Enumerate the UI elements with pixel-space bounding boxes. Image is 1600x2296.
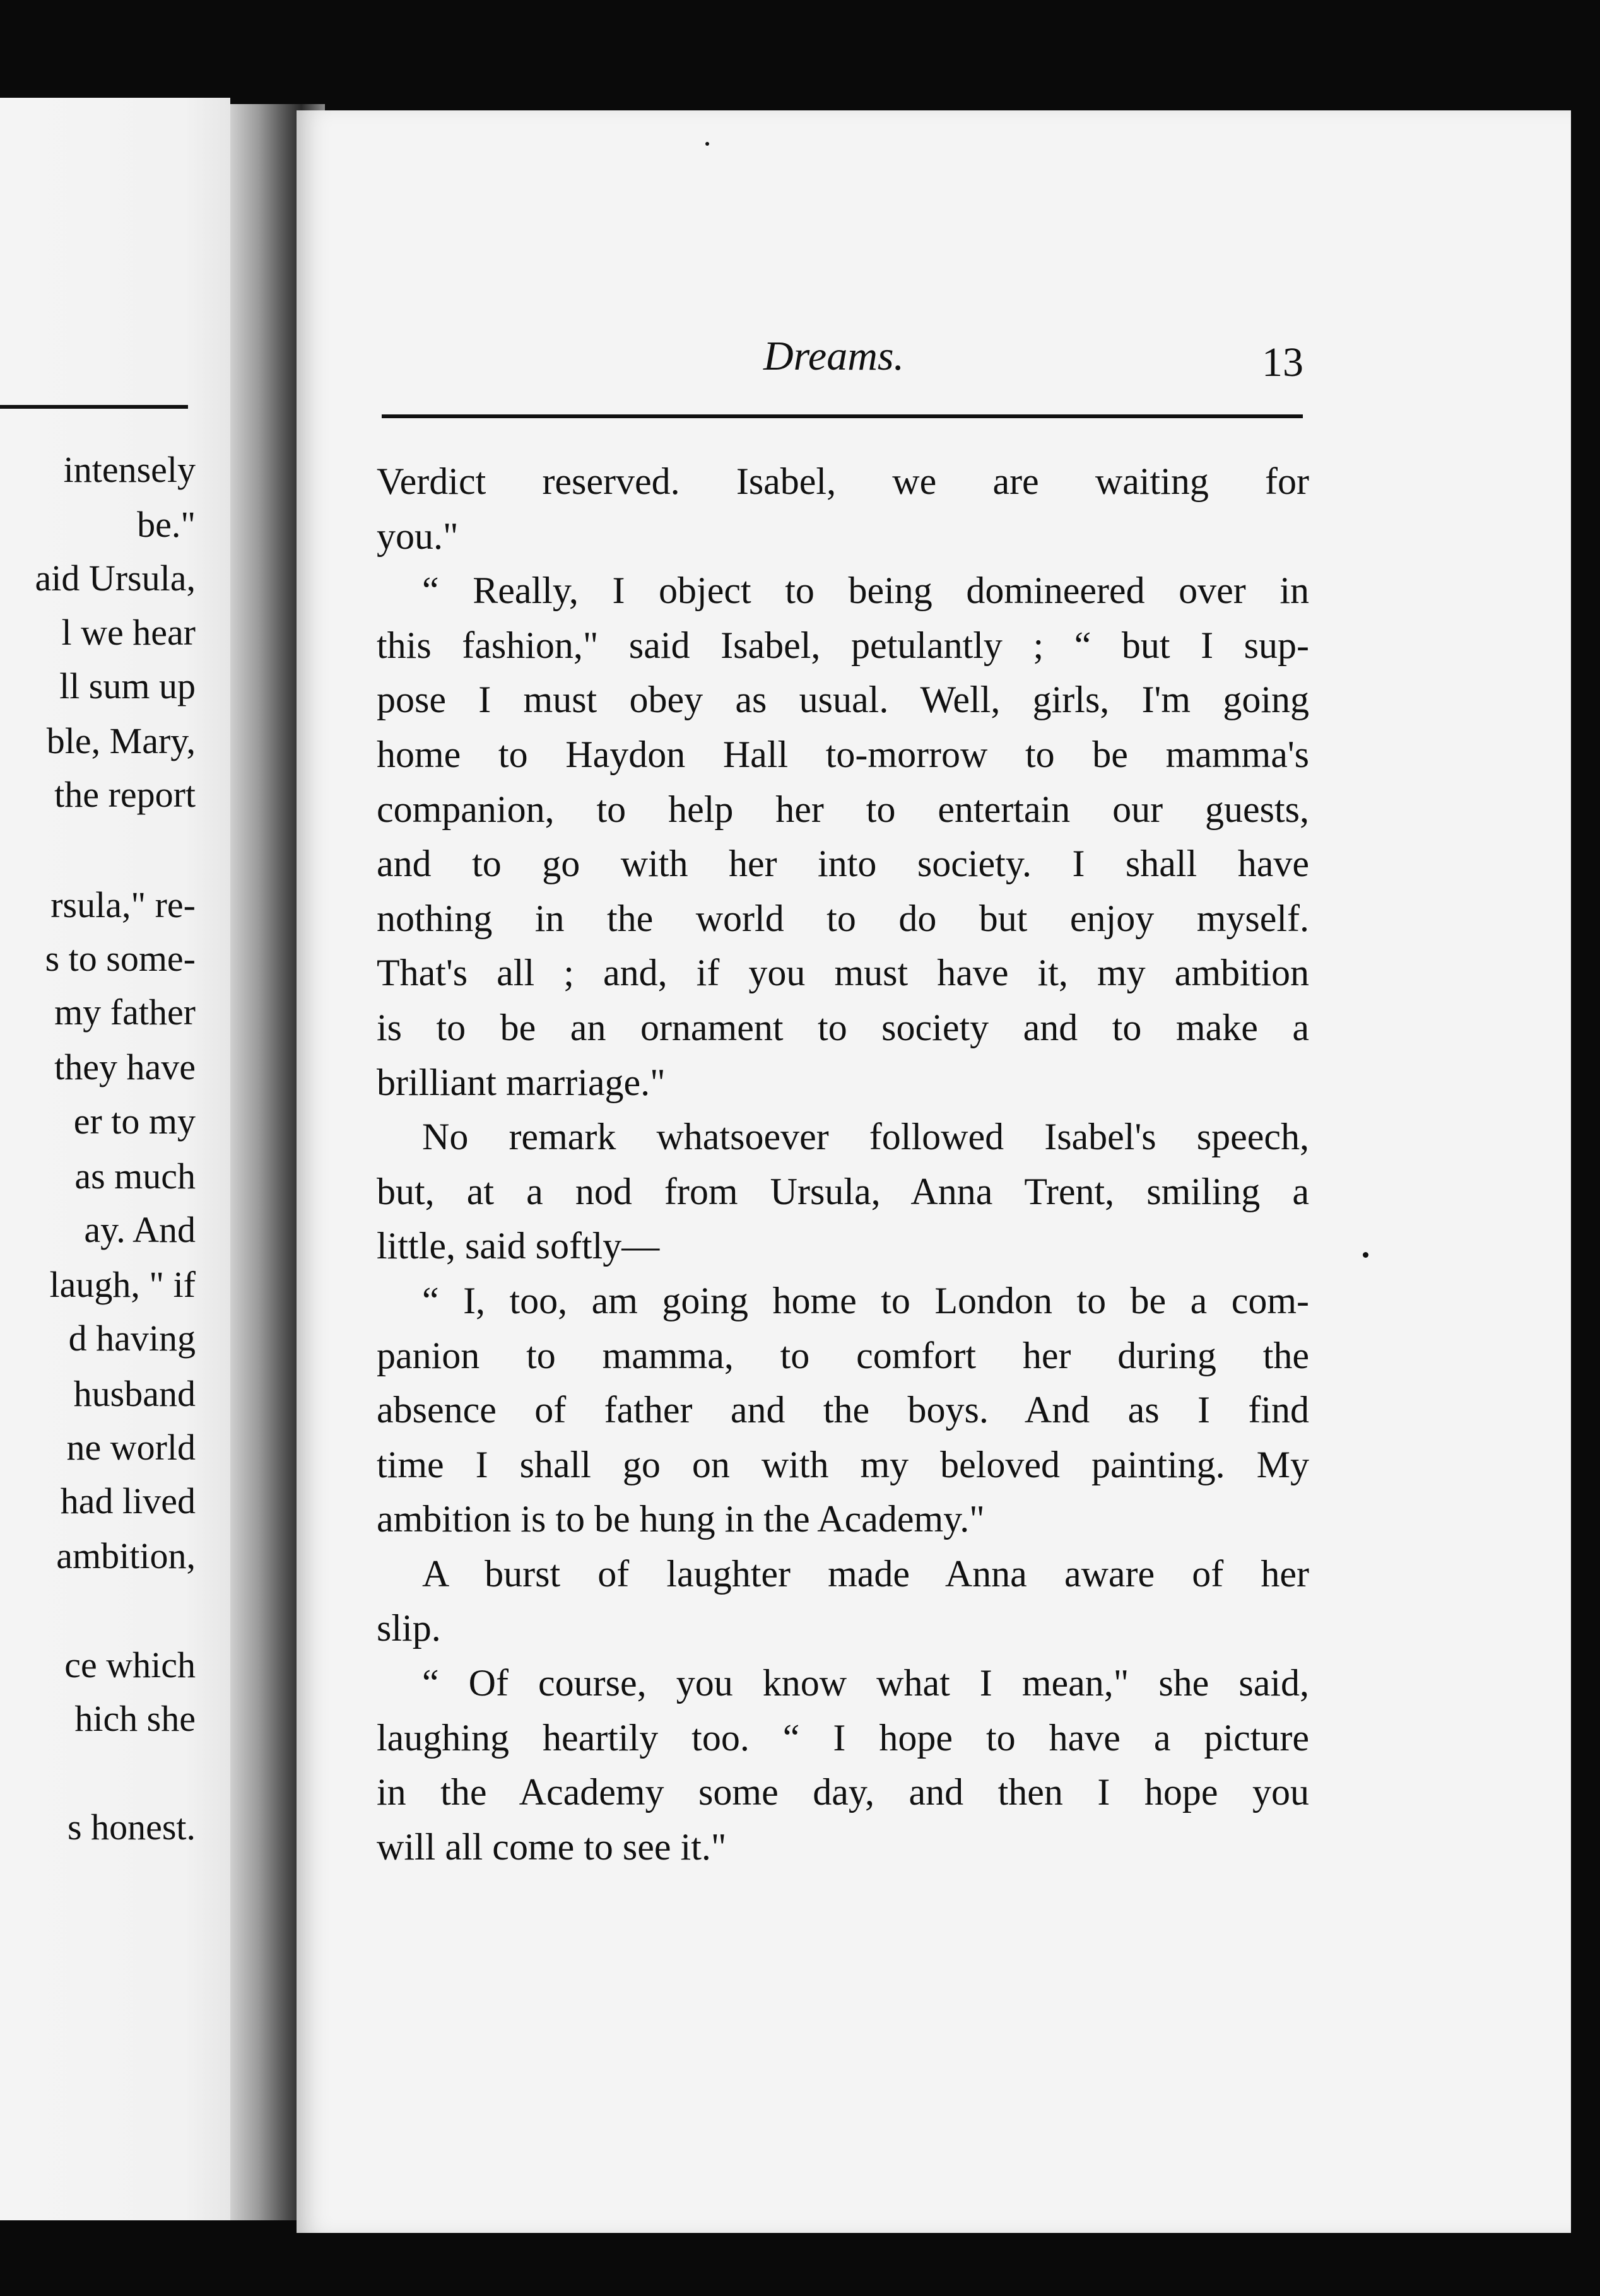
- text-line: That's all ; and, if you must have it, my ambition: [377, 952, 1309, 994]
- text-line: in the Academy some day, and then I hope you: [377, 1771, 1309, 1813]
- text-line: and to go with her into society. I shall have: [377, 843, 1309, 885]
- text-line: No remark whatsoever followed Isabel's speech,: [422, 1116, 1309, 1158]
- scan-speck: [1363, 1252, 1368, 1258]
- text-line: home to Haydon Hall to-morrow to be mamma's: [377, 733, 1309, 775]
- left-text-line: ble, Mary,: [46, 720, 196, 761]
- text-line: laughing heartily too. “ I hope to have a picture: [377, 1716, 1309, 1759]
- text-line: is to be an ornament to society and to make a: [377, 1006, 1309, 1048]
- left-text-line: aid Ursula,: [35, 558, 196, 599]
- text-line: “ Really, I object to being domineered over in: [422, 570, 1309, 612]
- text-line: little, said softly—: [377, 1225, 660, 1267]
- left-text-line: s to some-: [45, 938, 196, 979]
- left-text-line: had lived: [60, 1480, 196, 1521]
- left-text-line: the report: [54, 774, 196, 815]
- text-line: companion, to help her to entertain our guests,: [377, 788, 1309, 830]
- text-line: slip.: [377, 1607, 441, 1649]
- text-line: “ Of course, you know what I mean," she said,: [422, 1662, 1309, 1704]
- left-text-line: as much: [74, 1156, 196, 1197]
- left-text-line: ce which: [64, 1644, 196, 1685]
- text-line: A burst of laughter made Anna aware of her: [422, 1552, 1309, 1595]
- text-line: nothing in the world to do but enjoy myself.: [377, 897, 1309, 939]
- text-line: brilliant marriage.": [377, 1061, 666, 1103]
- left-page-text: [0, 98, 196, 2220]
- left-text-line: l we hear: [61, 612, 196, 653]
- text-line: absence of father and the boys. And as I find: [377, 1389, 1309, 1431]
- text-line: you.": [377, 515, 459, 557]
- left-text-line: ay. And: [84, 1209, 196, 1250]
- left-text-line: ll sum up: [59, 665, 196, 706]
- left-text-line: rsula," re-: [50, 884, 196, 925]
- running-head: Dreams.: [763, 333, 905, 379]
- body-text: [377, 454, 1309, 1874]
- left-text-line: d having: [68, 1318, 196, 1359]
- left-text-line: they have: [54, 1046, 196, 1087]
- left-text-line: laugh, " if: [49, 1264, 196, 1305]
- text-line: will all come to see it.": [377, 1825, 727, 1868]
- left-text-line: ambition,: [56, 1535, 196, 1576]
- left-text-line: intensely: [63, 449, 196, 490]
- left-text-line: husband: [73, 1373, 196, 1414]
- scan-speck: [705, 142, 709, 146]
- left-page: [0, 98, 230, 2220]
- left-text-line: s honest.: [68, 1807, 196, 1848]
- left-text-line: er to my: [73, 1101, 196, 1142]
- text-line: ambition is to be hung in the Academy.": [377, 1498, 985, 1540]
- left-text-line: ne world: [66, 1427, 196, 1468]
- text-line: this fashion," said Isabel, petulantly ; “ but I sup-: [377, 624, 1309, 666]
- text-line: but, at a nod from Ursula, Anna Trent, smiling a: [377, 1170, 1309, 1212]
- text-line: Verdict reserved. Isabel, we are waiting for: [377, 460, 1309, 502]
- left-text-line: be.": [137, 504, 196, 545]
- text-line: time I shall go on with my beloved painting. My: [377, 1443, 1309, 1485]
- header-rule: [382, 414, 1303, 418]
- text-line: panion to mamma, to comfort her during the: [377, 1334, 1309, 1376]
- text-line: pose I must obey as usual. Well, girls, I'm going: [377, 679, 1309, 721]
- text-line: “ I, too, am going home to London to be a com-: [422, 1279, 1309, 1321]
- left-text-line: hich she: [74, 1698, 196, 1739]
- left-text-line: my father: [54, 992, 196, 1033]
- page-number: 13: [1262, 339, 1303, 385]
